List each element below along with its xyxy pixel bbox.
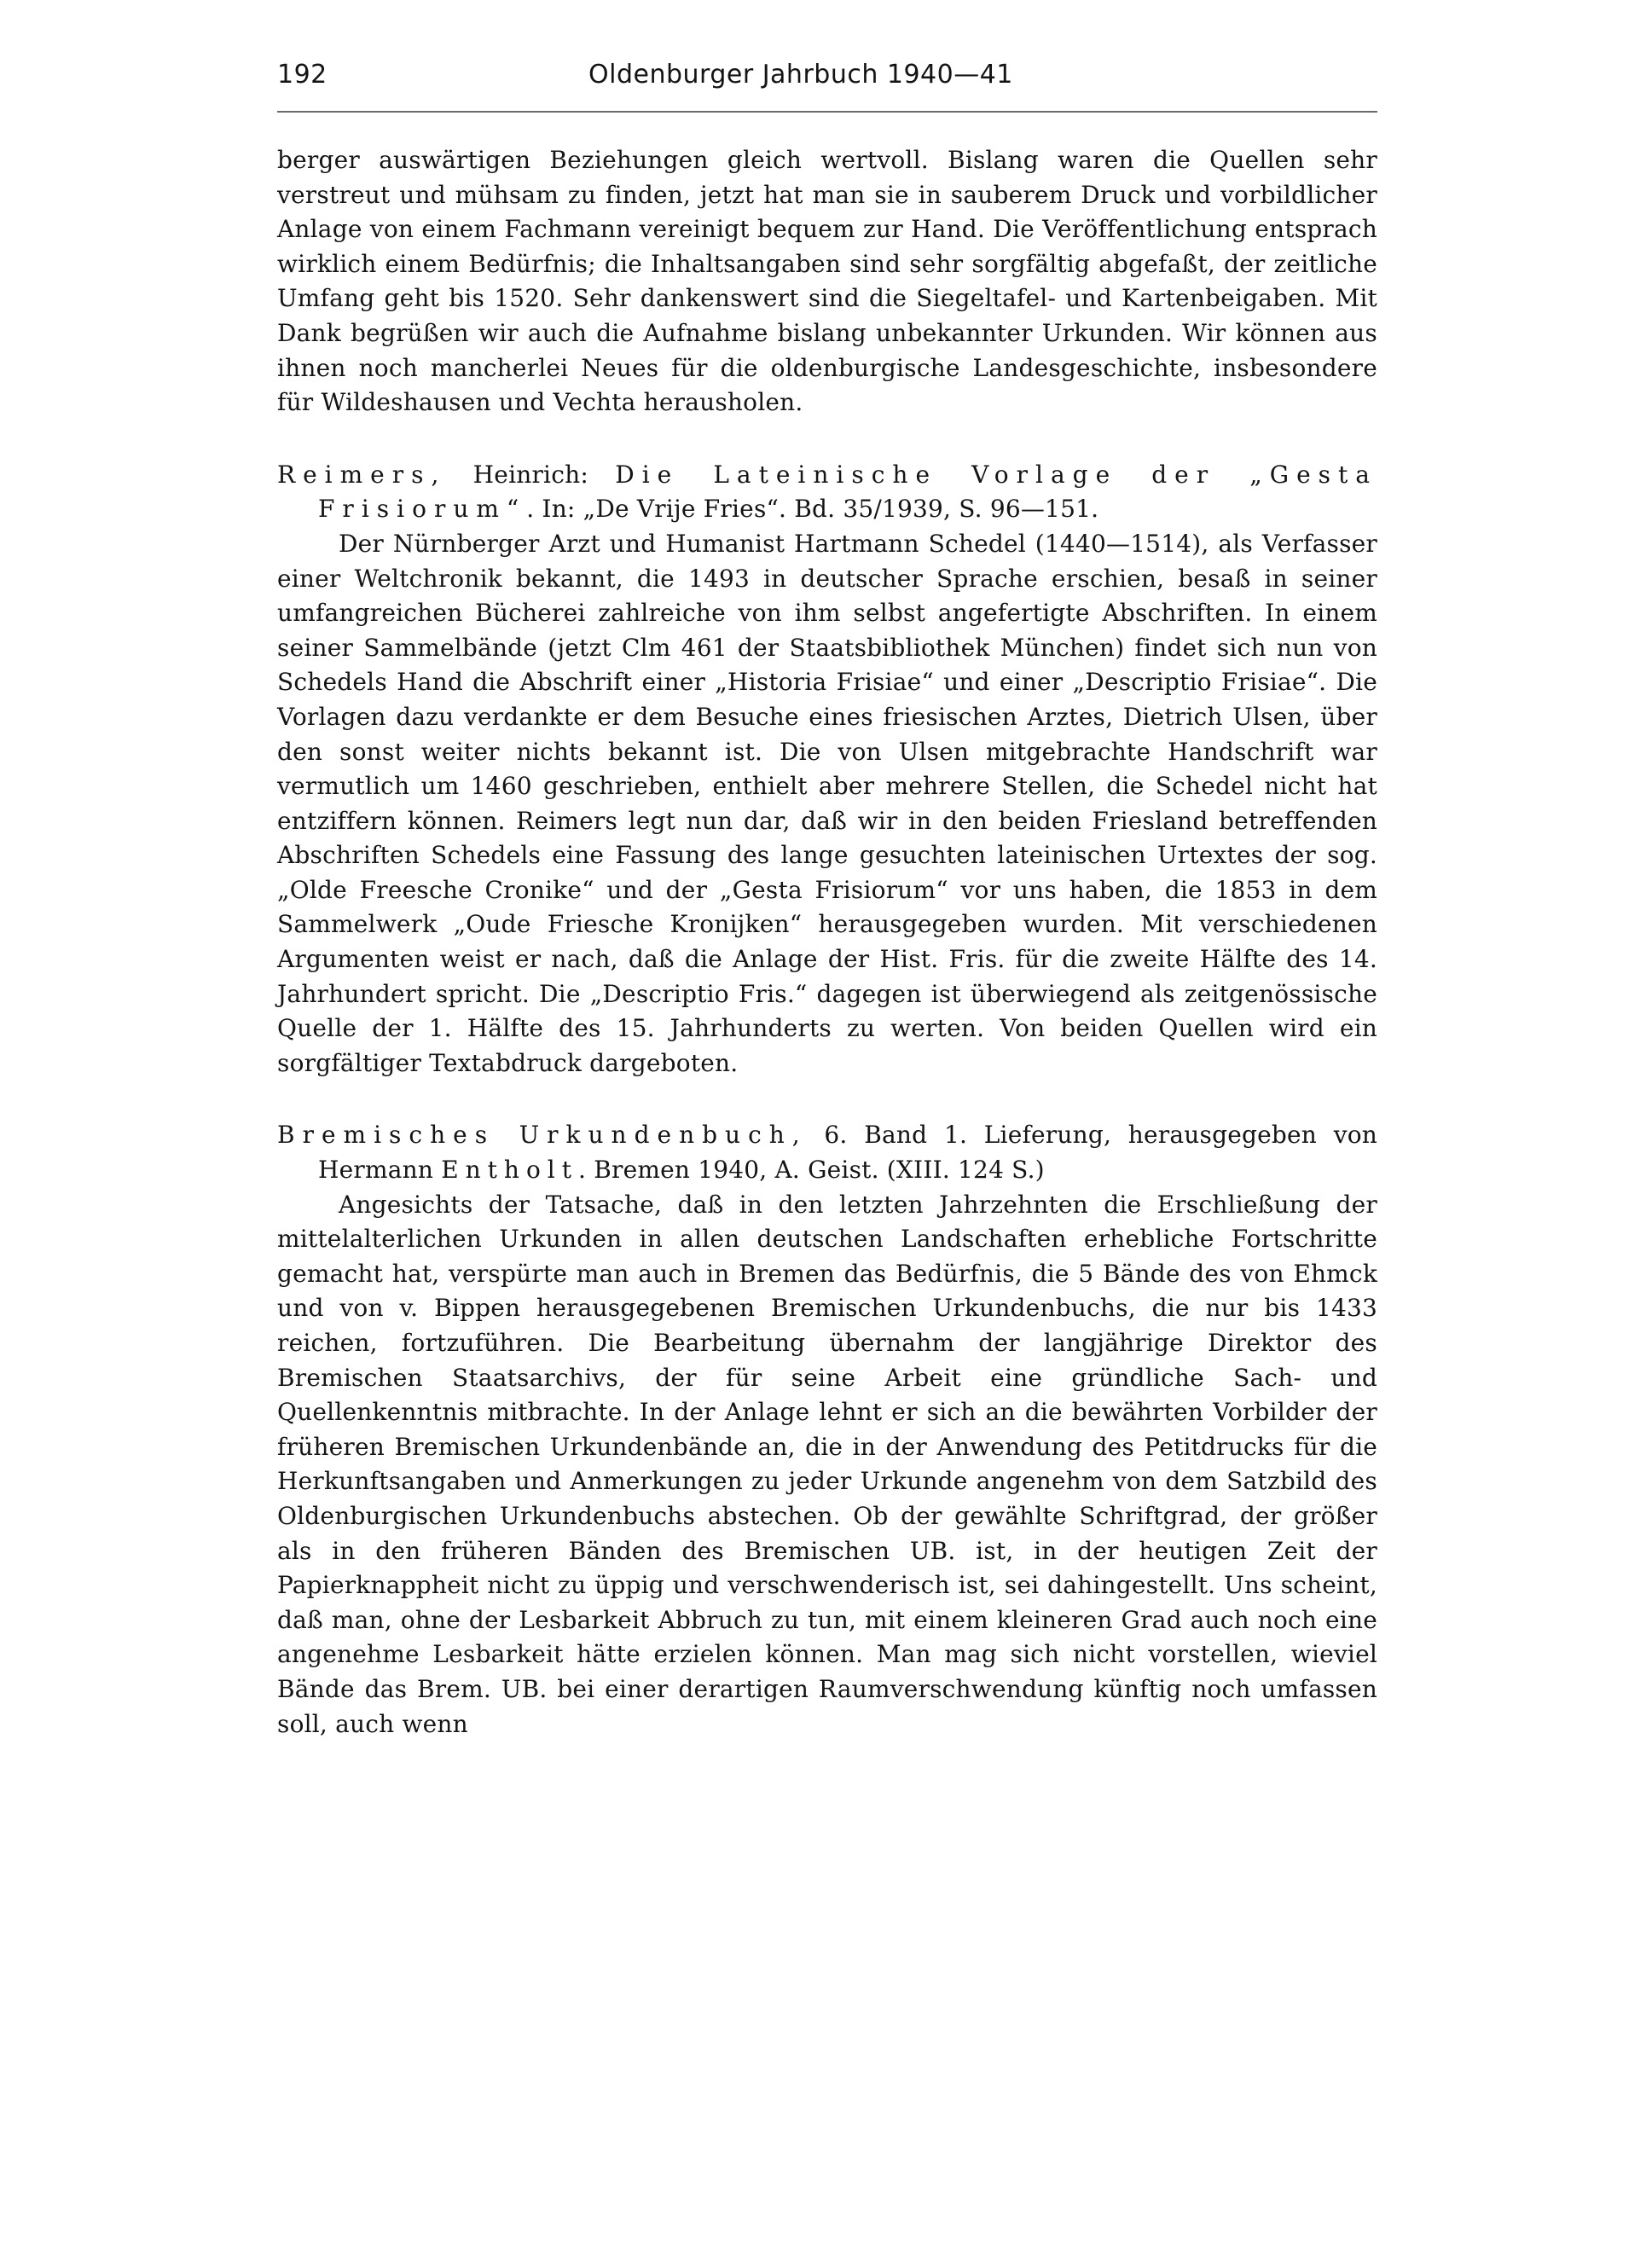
journal-title: Oldenburger Jahrbuch 1940—41 [588, 60, 1013, 90]
work-title: Die Lateinische Vorlage der „Gesta Frisiorum“ [318, 460, 1377, 524]
review-heading-urkundenbuch [277, 1118, 1377, 1187]
review-heading-reimers [277, 458, 1377, 527]
page-number: 192 [277, 60, 328, 90]
document-page [277, 60, 1377, 1742]
editor-name: Entholt [441, 1156, 579, 1185]
citation: . In: „De Vrije Fries“. Bd. 35/1939, S. 96—151. [526, 495, 1099, 524]
running-head [277, 60, 1377, 113]
continuation-paragraph: berger auswärtigen Beziehungen gleich wertvoll. Bislang waren die Quellen sehr verstreut und mühsam zu finden, jetzt hat man sie in sauberem Druck und vorbildlicher Anlage von einem Fachmann vereinigt bequem zur Hand. Die Veröffentlichung entsprach wirklich einem Bedürfnis; die Inhaltsangaben sind sehr sorgfältig abgefaßt, der zeitliche Umfang geht bis 1520. Sehr dankenswert sind die Siegeltafel- und Kartenbeigaben. Mit Dank begrüßen wir auch die Aufnahme bislang unbekannter Urkunden. Wir können aus ihnen noch mancherlei Neues für die oldenburgische Landesgeschichte, insbesondere für Wildeshausen und Vechta herausholen. [277, 146, 1377, 417]
author-name: Reimers, [277, 460, 447, 489]
citation-publisher: . Bremen 1940, A. Geist. (XIII. 124 S.) [578, 1156, 1045, 1185]
review-body-reimers: Der Nürnberger Arzt und Humanist Hartmann Schedel (1440—1514), als Verfasser einer Weltchronik bekannt, die 1493 in deutscher Sprache erschien, besaß in seiner umfangreichen Bücherei zahlreiche von ihm selbst angefertigte Abschriften. In einem seiner Sammelbände (jetzt Clm 461 der Staatsbibliothek München) findet sich nun von Schedels Hand die Abschrift einer „Historia Frisiae“ und einer „Descriptio Frisiae“. Die Vorlagen dazu verdankte er dem Besuche eines friesischen Arztes, Dietrich Ulsen, über den sonst weiter nichts bekannt ist. Die von Ulsen mitgebrachte Handschrift war vermutlich um 1460 geschrieben, enthielt aber mehrere Stellen, die Schedel nicht hat entziffern können. Reimers legt nun dar, daß wir in den beiden Friesland betreffenden Abschriften Schedels eine Fassung des lange gesuchten lateinischen Urtextes der sog. „Olde Freesche Cronike“ und der „Gesta Frisiorum“ vor uns haben, die 1853 in dem Sammelwerk „Oude Friesche Kronijken“ herausgegeben wurden. Mit verschiedenen Argumenten weist er nach, daß die Anlage der Hist. Fris. für die zweite Hälfte des 14. Jahrhundert spricht. Die „Descriptio Fris.“ dagegen ist überwiegend als zeitgenössische Quelle der 1. Hälfte des 15. Jahrhunderts zu werten. Von beiden Quellen wird ein sorgfältiger Textabdruck dargeboten. [277, 529, 1377, 1077]
review-body-urkundenbuch: Angesichts der Tatsache, daß in den letzten Jahrzehnten die Erschließung der mittelalterlichen Urkunden in allen deutschen Landschaften erhebliche Fortschritte gemacht hat, verspürte man auch in Bremen das Bedürfnis, die 5 Bände des von Ehmck und von v. Bippen herausgegebenen Bremischen Urkundenbuchs, die nur bis 1433 reichen, fortzuführen. Die Bearbeitung übernahm der langjährige Direktor des Bremischen Staatsarchivs, der für seine Arbeit eine gründliche Sach- und Quellenkenntnis mitbrachte. In der Anlage lehnt er sich an die bewährten Vorbilder der früheren Bremischen Urkundenbände an, die in der Anwendung des Petitdrucks für die Herkunftsangaben und Anmerkungen zu jeder Urkunde angenehm von dem Satzbild des Oldenburgischen Urkundenbuchs abstechen. Ob der gewählte Schriftgrad, der größer als in den früheren Bänden des Bremischen UB. ist, in der heutigen Zeit der Papierknappheit nicht zu üppig und verschwenderisch ist, sei dahingestellt. Uns scheint, daß man, ohne der Lesbarkeit Abbruch zu tun, mit einem kleineren Grad auch noch eine angenehme Lesbarkeit hätte erzielen können. Man mag sich nicht vorstellen, wieviel Bände das Brem. UB. bei einer derartigen Raumverschwendung künftig noch umfassen soll, auch wenn [277, 1190, 1377, 1738]
page-body [277, 143, 1377, 1742]
citation: 6. Band 1. Lieferung, herausgegeben von Hermann [318, 1121, 1377, 1185]
author-first-name: Heinrich: [446, 460, 616, 489]
work-title: Bremisches Urkundenbuch, [277, 1121, 808, 1150]
